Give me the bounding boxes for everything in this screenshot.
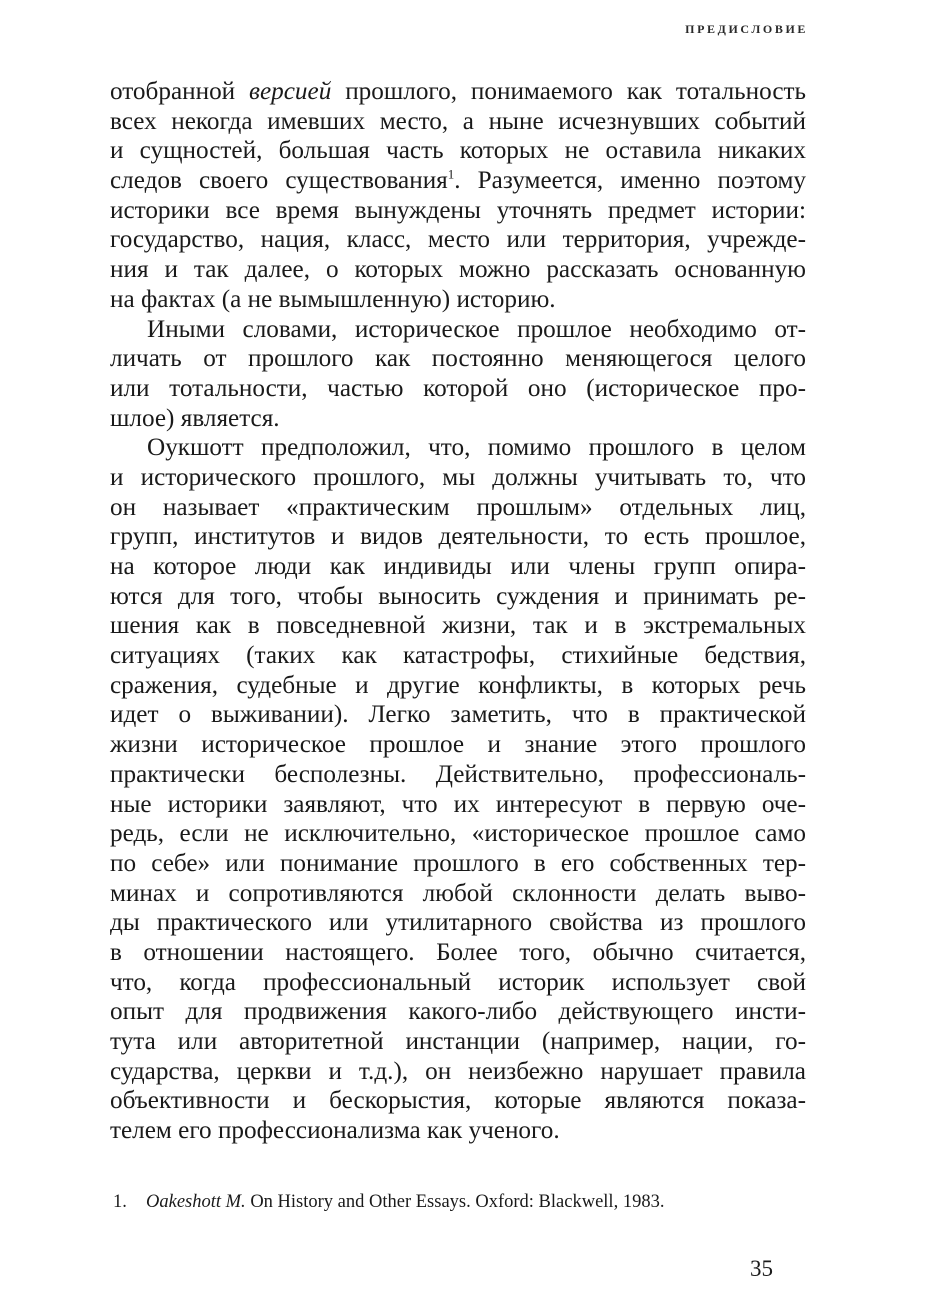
text-line: на которое люди как индивиды или члены групп опира- <box>110 553 806 580</box>
text-line: тута или авторитетной инстанции (например, нации, го- <box>110 1028 806 1055</box>
text-line: Иными словами, историческое прошлое необходимо от- <box>147 315 806 343</box>
body-text <box>110 77 806 1146</box>
text-line: на фактах (а не вымышленную) историю. <box>110 285 556 313</box>
text-line: шлое) является. <box>110 404 280 432</box>
text-line: следов своего существования$^1$. Разумеется, именно поэтому <box>110 166 806 195</box>
text-line: ды практического или утилитарного свойства из прошлого <box>110 909 806 937</box>
text-line: и исторического прошлого, мы должны учитывать то, что <box>110 463 806 491</box>
text-line: в отношении настоящего. Более того, обычно считается, <box>110 938 806 966</box>
text-line: объективности и бескорыстия, которые являются показа- <box>110 1087 806 1115</box>
text-line: отобранной версией прошлого, понимаемого как тотальность <box>110 78 806 105</box>
text-line: он называет «практическим прошлым» отдельных лиц, <box>110 493 806 521</box>
text-line: жизни историческое прошлое и знание этого прошлого <box>110 731 806 759</box>
running-head: ПРЕДИСЛОВИЕ <box>685 22 808 36</box>
text-line: ния и так далее, о которых можно рассказать основанную <box>110 256 806 284</box>
text-line: и сущностей, большая часть которых не оставила никаких <box>110 137 806 165</box>
text-line: практически бесполезны. Действительно, профессиональ- <box>110 760 806 788</box>
text-line: групп, институтов и видов деятельности, то есть прошлое, <box>110 523 806 551</box>
footnote <box>113 1190 813 1214</box>
text-line: ситуациях (таких как катастрофы, стихийные бедствия, <box>110 642 806 670</box>
paragraph <box>110 77 806 315</box>
text-line: личать от прошлого как постоянно меняющегося целого <box>110 345 806 373</box>
footnote-text: On History and Other Essays. Oxford: Blackwell, 1983. <box>250 1192 665 1212</box>
paragraph <box>110 315 806 434</box>
text-line: по себе» или понимание прошлого в его собственных тер- <box>110 849 806 877</box>
paragraph <box>110 433 806 1146</box>
text-line: что, когда профессиональный историк использует свой <box>110 968 806 996</box>
text-line: ные историки заявляют, что их интересуют в первую оче- <box>110 790 806 818</box>
text-line: телем его профессионализма как ученого. <box>110 1117 560 1145</box>
text-line: минах и сопротивляются любой склонности делать выво- <box>110 879 806 907</box>
footnote-number: 1. <box>113 1192 127 1212</box>
text-line: опыт для продвижения какого-либо действующего инсти- <box>110 998 806 1026</box>
text-line: идет о выживании). Легко заметить, что в практической <box>110 701 806 729</box>
text-line: Оукшотт предположил, что, помимо прошлого в целом <box>147 434 806 462</box>
text-line: редь, если не исключительно, «историческое прошлое само <box>110 820 806 848</box>
text-line: или тотальности, частью которой оно (историческое про- <box>110 374 806 402</box>
text-line: всех некогда имевших место, а ныне исчезнувших событий <box>110 107 806 135</box>
text-line: сударства, церкви и т.д.), он неизбежно нарушает правила <box>110 1057 806 1085</box>
footnote-author: Oakeshott M. <box>146 1192 246 1212</box>
text-line: ются для того, чтобы выносить суждения и принимать ре- <box>110 582 806 610</box>
text-line: сражения, судебные и другие конфликты, в которых речь <box>110 671 806 699</box>
text-line: шения как в повседневной жизни, так и в экстремальных <box>110 612 806 640</box>
page-number: 35 <box>750 1256 773 1281</box>
text-line: историки все время вынуждены уточнять предмет истории: <box>110 196 806 224</box>
text-line: государство, нация, класс, место или территория, учрежде- <box>110 226 806 254</box>
